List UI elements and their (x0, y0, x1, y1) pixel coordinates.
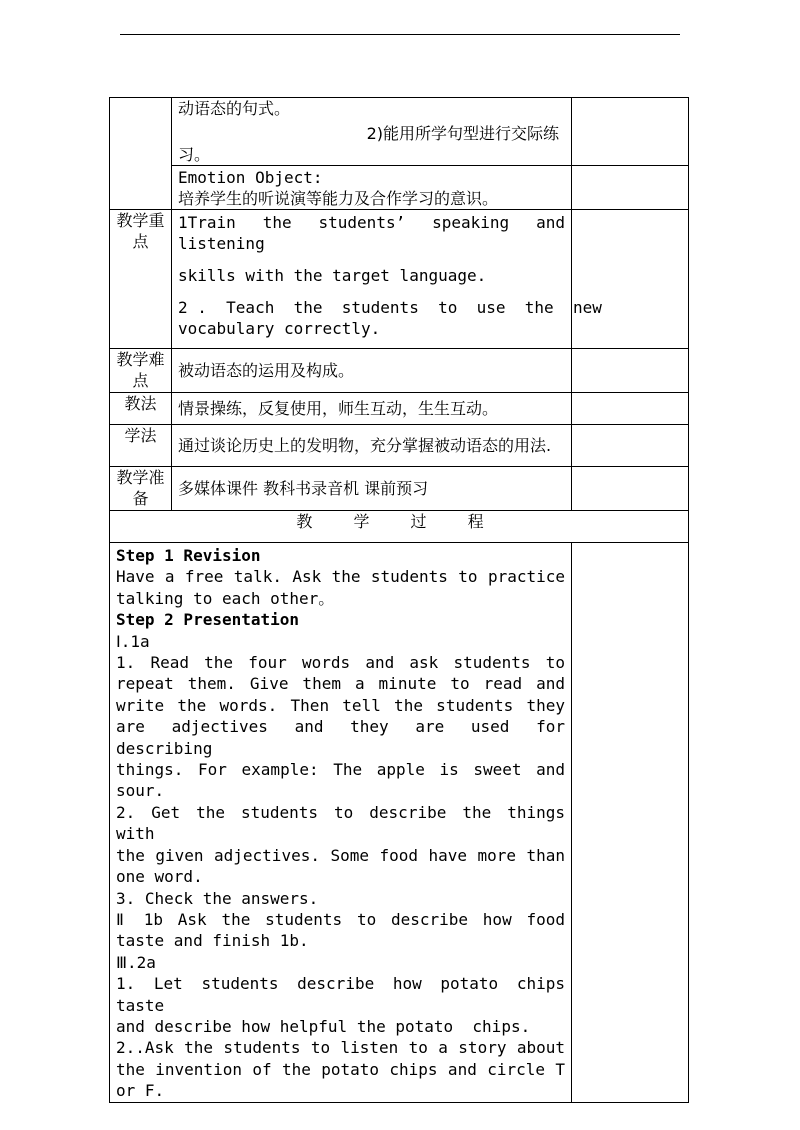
process-line: things. For example: The apple is sweet and (116, 760, 565, 780)
process-line: talking to each other。 (116, 588, 335, 608)
difficulty-text: 被动语态的运用及构成。 (172, 349, 572, 393)
process-line: are adjectives and they are used for describing (116, 717, 565, 758)
prep-row (110, 467, 689, 511)
prep-text: 多媒体课件 教科书录音机 课前预习 (172, 467, 572, 511)
difficulty-row (110, 349, 689, 393)
emotion-row (110, 166, 689, 210)
method-text: 情景操练，反复使用，师生互动，生生互动。 (172, 393, 572, 425)
process-line: sour. (116, 781, 165, 801)
process-line: or F. (116, 1081, 165, 1101)
difficulty-label: 教学难点 (110, 349, 172, 393)
study-label: 学法 (110, 425, 172, 467)
process-title-row (110, 511, 689, 543)
process-title: 教 学 过 程 (110, 511, 689, 543)
notes-cell (572, 166, 689, 210)
objectives-line: 动语态的句式。 (178, 99, 291, 118)
process-line: Ⅱ 1b Ask the students to describe how food (116, 909, 565, 929)
step-heading: Step 1 Revision (116, 546, 261, 565)
process-line: taste and finish 1b. (116, 931, 309, 951)
notes-cell (572, 210, 689, 349)
key-point-line: 2 . Teach the students to use the new (178, 298, 602, 317)
key-points-content-cell (172, 210, 602, 349)
process-line: Have a free talk. Ask the students to practice (116, 567, 565, 587)
process-line: the invention of the potato chips and circle T (116, 1059, 565, 1079)
process-line: Ⅰ.1a (116, 631, 150, 651)
process-line: the given adjectives. Some food have more than (116, 845, 565, 865)
method-label: 教法 (110, 393, 172, 425)
process-line: write the words. Then tell the students they (116, 695, 565, 715)
objectives-row (110, 98, 689, 166)
objectives-line: 2)能用所学句型进行交际练 (366, 124, 559, 143)
process-line: 1. Let students describe how potato chips taste (116, 974, 565, 1015)
process-line: 2..Ask the students to listen to a story about (116, 1038, 565, 1058)
objectives-label-cell (110, 98, 172, 210)
header-rule (120, 34, 680, 35)
emotion-text: 培养学生的听说演等能力及合作学习的意识。 (178, 188, 499, 208)
prep-label: 教学准备 (110, 467, 172, 511)
notes-cell (572, 467, 689, 511)
emotion-heading: Emotion Object: (178, 167, 323, 187)
key-points-label: 教学重点 (110, 210, 172, 349)
key-point-line: vocabulary correctly. (178, 319, 381, 338)
key-point-line: listening (178, 234, 265, 253)
process-line: one word. (116, 867, 203, 887)
step-heading: Step 2 Presentation (116, 610, 300, 630)
process-line: 3. Check the answers. (116, 888, 319, 908)
key-points-row (110, 210, 689, 349)
notes-cell (572, 98, 689, 166)
notes-cell (572, 393, 689, 425)
objectives-line: 习。 (178, 145, 211, 164)
method-row (110, 393, 689, 425)
notes-cell (572, 543, 689, 1103)
study-row (110, 425, 689, 467)
process-line: 1. Read the four words and ask students to (116, 653, 565, 673)
process-row (110, 543, 689, 1103)
key-point-line: skills with the target language. (178, 266, 487, 285)
process-line: repeat them. Give them a minute to read and (116, 674, 565, 694)
process-content-cell (110, 543, 572, 1103)
process-line: Ⅲ.2a (116, 952, 156, 972)
lesson-plan-table (109, 97, 689, 1103)
emotion-content-cell (172, 166, 572, 210)
process-line: and describe how helpful the potato chips. (116, 1016, 531, 1036)
process-line: 2. Get the students to describe the things with (116, 802, 565, 844)
study-text: 通过谈论历史上的发明物，充分掌握被动语态的用法. (172, 425, 572, 467)
key-point-line: 1Train the students’ speaking and (178, 213, 565, 232)
notes-cell (572, 425, 689, 467)
objectives-content-cell (172, 98, 572, 166)
notes-cell (572, 349, 689, 393)
